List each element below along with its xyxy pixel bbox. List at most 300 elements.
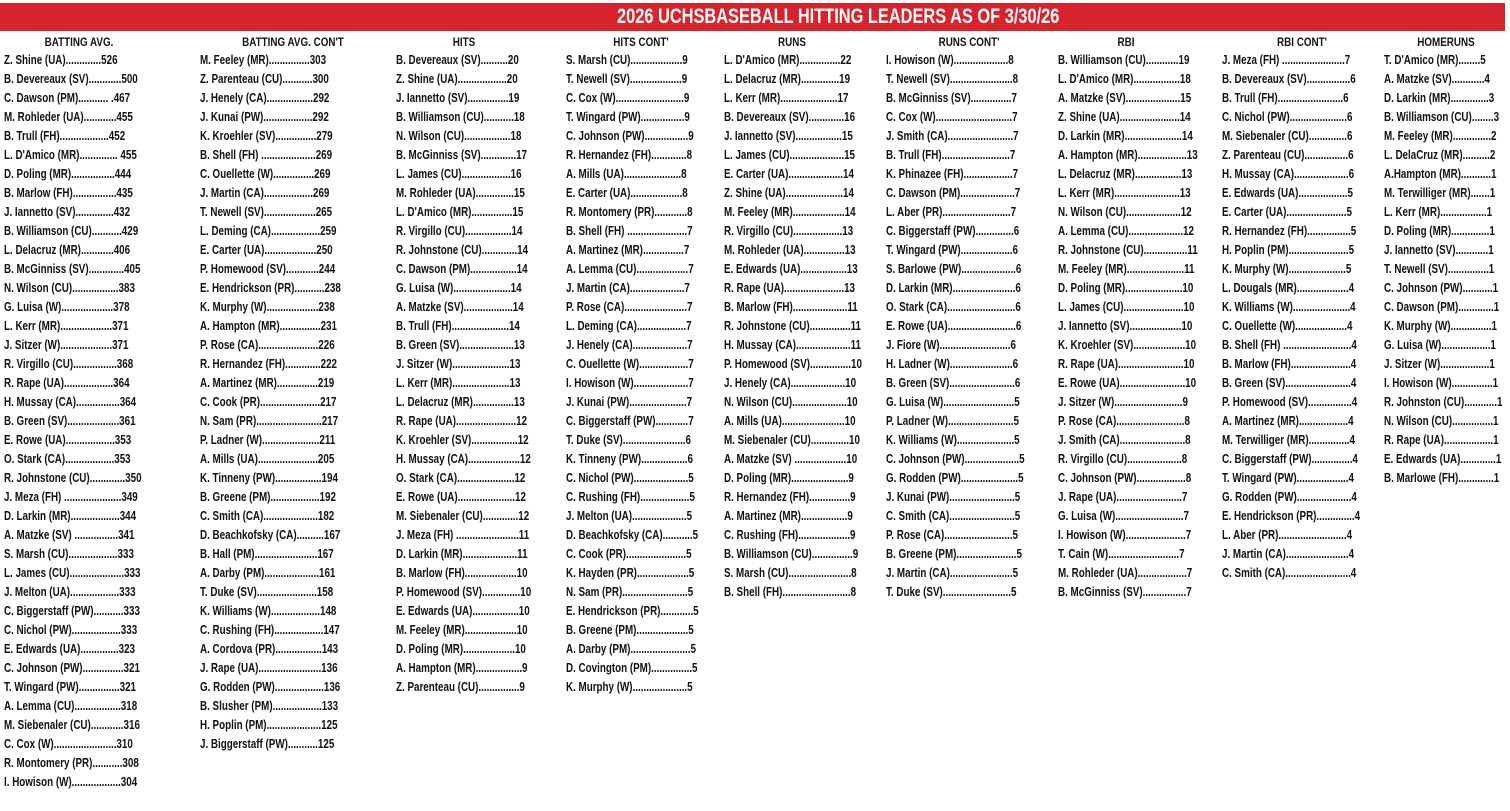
leader-entry: K. Tinneny (PW).................194	[200, 471, 338, 485]
leader-entry: A. Lemma (CU)...................7	[566, 262, 694, 276]
leader-entry: C. Biggerstaff (PW)...............4	[1222, 452, 1358, 466]
leader-entry: L. James (CU)....................333	[4, 566, 141, 580]
leader-entry: Z. Shine (UA).............526	[4, 53, 118, 67]
leader-entry: L. Kerr (MR)...................371	[4, 319, 129, 333]
leader-entry: L. Kerr (MR).....................13	[396, 376, 521, 390]
leader-entry: A. Hampton (MR)..................13	[1058, 148, 1198, 162]
column-title: HITS	[452, 35, 476, 49]
leader-entry: R. Johnstone (CU).............14	[396, 243, 529, 257]
leader-entry: C. Johnson (PW)..................8	[1058, 471, 1192, 485]
leader-entry: L. Delacruz (MR)...............13	[396, 395, 525, 409]
leader-entry: L. James (CU)....................15	[724, 148, 856, 162]
leader-entry: G. Luisa (W).........................7	[1058, 509, 1189, 523]
leader-entry: K. Kroehler (SV)...............279	[200, 129, 333, 143]
leader-entry: K. Hayden (PR)...................5	[566, 566, 695, 580]
leader-entry: D. Poling (MR)..............1	[1384, 224, 1495, 238]
leader-entry: C. Biggerstaff (PW)............7	[566, 414, 694, 428]
leader-entry: B. McGinniss (SV).............17	[396, 148, 528, 162]
leader-entry: J. Sitzer (W)..................1	[1384, 357, 1495, 371]
leader-entry: H. Poplin (PM)....................125	[200, 718, 338, 732]
leader-entry: I. Howison (W)......................7	[1058, 528, 1192, 542]
leader-entry: J. Melton (UA)....................5	[566, 509, 693, 523]
leader-entry: A. Martinez (MR).................9	[724, 509, 853, 523]
leader-entry: C. Dawson (PM)....................7	[886, 186, 1021, 200]
leader-entry: B. Greene (PM)...................5	[566, 623, 694, 637]
leader-entry: B. Greene (PM)......................5	[886, 547, 1022, 561]
leader-column	[1384, 34, 1508, 488]
leader-entry: J. Martin (CA).......................4	[1222, 547, 1355, 561]
leader-entry: T. Duke (SV).........................5	[886, 585, 1017, 599]
leader-entry: I. Howison (W)..................304	[4, 775, 138, 789]
leader-entry: L. James (CU)......................10	[1058, 300, 1195, 314]
leader-entry: L. Delacruz (MR)............406	[4, 243, 131, 257]
leader-entry: D. Larkin (MR)..................344	[4, 509, 137, 523]
leader-entry: B. Williamson (CU)...........429	[4, 224, 139, 238]
leader-entry: J. Kunai (PW)..................292	[200, 110, 329, 124]
leader-list	[886, 51, 1056, 602]
leader-entry: R. Johnston (CU)............1	[1384, 395, 1503, 409]
leader-entry: M. Siebenaler (CU).............12	[396, 509, 530, 523]
leader-entry: T. Newell (SV)...............1	[1384, 262, 1495, 276]
leader-entry: G. Rodden (PW)..................136	[200, 680, 341, 694]
leader-entry: P. Rose (CA).......................7	[566, 300, 693, 314]
leader-column	[200, 34, 386, 754]
leader-entry: B. Williamson (CU)........3	[1384, 110, 1500, 124]
leader-entry: A. Cordova (PR).................143	[200, 642, 339, 656]
leader-entry: A.Hampton (MR)...........1	[1384, 167, 1497, 181]
leader-entry: T. Newell (SV)...................9	[566, 72, 688, 86]
leader-entry: R. Virgillo (CU)..................13	[724, 224, 854, 238]
leader-entry: T. Duke (SV).......................6	[566, 433, 692, 447]
leader-entry: B. Devereaux (SV)................6	[1222, 72, 1356, 86]
leader-entry: A. Martinez (MR)..................4	[1222, 414, 1354, 428]
leader-entry: A. Hampton (MR).................9	[396, 661, 528, 675]
leader-entry: B. McGinniss (SV)...............7	[886, 91, 1018, 105]
leader-entry: M. Feeley (MR)...................10	[396, 623, 528, 637]
leader-entry: D. Larkin (MR).......................6	[886, 281, 1021, 295]
leader-entry: D. Poling (MR)...................10	[396, 642, 526, 656]
leader-entry: Z. Parenteau (CU)...............9	[396, 680, 525, 694]
leader-entry: K. Murphy (W)....................5	[566, 680, 693, 694]
leader-entry: M. Terwilliger (MR)...............4	[1222, 433, 1356, 447]
leader-entry: T. Newell (SV).......................8	[886, 72, 1019, 86]
column-title: RBI CONT'	[1277, 35, 1327, 49]
leader-entry: M. Terwilliger (MR).......1	[1384, 186, 1496, 200]
leader-entry: C. Nichol (PW)....................5	[566, 471, 694, 485]
leader-entry: J. Melton (UA)..................333	[4, 585, 136, 599]
leader-entry: P. Homewood (SV)..............10	[396, 585, 532, 599]
leader-entry: R. Hernandez (FH)................5	[1222, 224, 1357, 238]
leader-entry: E. Edwards (UA).................10	[396, 604, 530, 618]
leader-entry: B. Greene (PM)..................192	[200, 490, 336, 504]
leader-entry: B. Green (SV)...................361	[4, 414, 136, 428]
leader-entry: D. Larkin (MR)....................11	[396, 547, 528, 561]
leader-entry: T. D'Amico (MR)........5	[1384, 53, 1486, 67]
leader-entry: J. Smith (CA)........................8	[1058, 433, 1191, 447]
leader-entry: B. Devereaux (SV)............500	[4, 72, 138, 86]
leader-entry: P. Rose (CA).........................8	[1058, 414, 1190, 428]
leader-entry: C. Cox (W).........................9	[566, 91, 690, 105]
leader-entry: J. Iannetto (SV)...................10	[1058, 319, 1193, 333]
leader-entry: B. Marlow (FH)...................10	[396, 566, 528, 580]
leader-entry: D. Beachkofsky (CA)..........167	[200, 528, 341, 542]
leader-entry: J. Henely (CA)....................10	[724, 376, 857, 390]
leader-entry: J. Martin (CA)..................269	[200, 186, 330, 200]
leader-entry: B. Marlow (FH)......................4	[1222, 357, 1357, 371]
leader-entry: B. Trull (FH).........................7	[886, 148, 1016, 162]
leader-entry: J. Sitzer (W).........................9	[1058, 395, 1188, 409]
leader-entry: D. Covington (PM)...............5	[566, 661, 698, 675]
leader-entry: S. Barlowe (PW)....................6	[886, 262, 1022, 276]
leader-entry: R. Johnstone (CU)...............11	[724, 319, 861, 333]
leader-entry: M. Feeley (MR)...................14	[724, 205, 856, 219]
leader-entry: B. Shell (FH) ....................269	[200, 148, 333, 162]
leader-entry: R. Johnstone (CU).............350	[4, 471, 142, 485]
leader-entry: J. Meza (FH) .......................11	[396, 528, 530, 542]
leader-entry: R. Virgillo (CU)....................8	[1058, 452, 1188, 466]
leader-entry: A. Lemma (CU)....................12	[1058, 224, 1194, 238]
leader-list	[1058, 51, 1218, 602]
leader-entry: L. Kerr (MR)........................13	[1058, 186, 1191, 200]
leader-column	[724, 34, 884, 602]
leader-entry: L. Delacruz (MR).................13	[1058, 167, 1193, 181]
leader-entry: B. Green (SV)........................6	[886, 376, 1021, 390]
leader-entry: G. Luisa (W)...................378	[4, 300, 130, 314]
leader-entry: E. Edwards (UA)..............323	[4, 642, 136, 656]
column-title: HOMERUNS	[1417, 35, 1475, 49]
leader-entry: S. Marsh (CU)..................333	[4, 547, 134, 561]
leader-entry: B. Shell (FH) ......................7	[566, 224, 693, 238]
leader-entry: R. Rape (UA)..................364	[4, 376, 130, 390]
leader-entry: C. Smith (CA)........................5	[886, 509, 1021, 523]
leader-entry: J. Henely (CA).................292	[200, 91, 330, 105]
leader-entry: L. Dougals (MR)...................4	[1222, 281, 1355, 295]
leader-entry: K. Murphy (W)...................238	[200, 300, 335, 314]
leader-entry: K. Kroehler (SV).................12	[396, 433, 529, 447]
leader-entry: L. Aber (PR).........................4	[1222, 528, 1353, 542]
leader-entry: H. Mussay (CA)....................11	[724, 338, 862, 352]
leader-entry: C. Dawson (PM).............1	[1384, 300, 1500, 314]
leader-entry: M. Rohleder (UA)..............15	[396, 186, 525, 200]
leader-entry: J. Rape (UA)........................7	[1058, 490, 1188, 504]
leader-entry: P. Homewood (SV)................4	[1222, 395, 1358, 409]
leader-entry: D. Larkin (MR).....................14	[1058, 129, 1193, 143]
leader-entry: K. Murphy (W).....................5	[1222, 262, 1352, 276]
leader-entry: E. Rowe (UA).........................6	[886, 319, 1022, 333]
leader-entry: Z. Shine (UA)..................20	[396, 72, 518, 86]
leader-entry: J. Sitzer (W).....................13	[396, 357, 521, 371]
leader-entry: B. Williamson (CU)...........18	[396, 110, 525, 124]
leader-entry: J. Kunai (PW)........................5	[886, 490, 1021, 504]
leader-entry: L. Kerr (MR).....................17	[724, 91, 849, 105]
leader-entry: P. Homewood (SV)...............10	[724, 357, 862, 371]
leader-entry: J. Meza (FH) .....................349	[4, 490, 138, 504]
leader-entry: B. Marlow (FH)................435	[4, 186, 133, 200]
leader-entry: A. Matzke (SV) ................341	[4, 528, 135, 542]
leader-entry: M. Rohleder (UA)...............13	[724, 243, 856, 257]
leader-entry: C. Rushing (FH)...................9	[724, 528, 856, 542]
leader-entry: C. Smith (CA)........................4	[1222, 566, 1357, 580]
leader-entry: H. Ladner (W).......................6	[886, 357, 1019, 371]
leader-entry: P. Rose (CA)......................226	[200, 338, 335, 352]
leader-entry: C. Johnson (PW)................9	[566, 129, 694, 143]
leader-entry: P. Rose (CA).........................5	[886, 528, 1018, 542]
leader-entry: J. Martin (CA).......................5	[886, 566, 1019, 580]
leader-entry: J. Iannetto (SV)............1	[1384, 243, 1494, 257]
leader-entry: C. Cook (PR)......................217	[200, 395, 337, 409]
title-banner	[0, 3, 1505, 31]
leader-entry: A. Mills (UA).......................10	[724, 414, 856, 428]
leader-entry: B. McGinniss (SV)................7	[1058, 585, 1192, 599]
page-title: 2026 UCHSBASEBALL HITTING LEADERS AS OF 3/30/26	[617, 5, 1060, 28]
leader-entry: T. Newell (SV)...................265	[200, 205, 333, 219]
column-title: BATTING AVG.	[44, 35, 114, 49]
leader-entry: C. Johnson (PW)...............321	[4, 661, 140, 675]
leader-entry: M. Feeley (MR).....................11	[1058, 262, 1195, 276]
leader-entry: L. Delacruz (MR)..............19	[724, 72, 851, 86]
leader-entry: D. Poling (MR).....................9	[724, 471, 854, 485]
leader-entry: L. Kerr (MR).................1	[1384, 205, 1493, 219]
leader-entry: B. Trull (FH).....................14	[396, 319, 520, 333]
leader-entry: J. Kunai (PW).....................7	[566, 395, 693, 409]
leader-entry: P. Homewood (SV)............244	[200, 262, 336, 276]
leader-entry: I. Howison (W)....................8	[886, 53, 1014, 67]
leader-entry: R. Rape (UA)..................1	[1384, 433, 1499, 447]
leader-entry: E. Edwards (UA).............1	[1384, 452, 1502, 466]
leader-entry: A. Mills (UA).....................8	[566, 167, 687, 181]
leader-entry: L. Aber (PR).........................7	[886, 205, 1017, 219]
leader-entry: E. Rowe (UA)..................353	[4, 433, 132, 447]
leader-entry: R. Johnstone (CU)................11	[1058, 243, 1198, 257]
leader-entry: C. Nichol (PW)..................333	[4, 623, 138, 637]
leader-entry: R. Montomery (PR)...........308	[4, 756, 139, 770]
leader-entry: T. Wingard (PW)...............321	[4, 680, 137, 694]
leader-entry: C. Smith (CA)....................182	[200, 509, 335, 523]
leader-entry: B. Trull (FH)........................6	[1222, 91, 1349, 105]
leader-entry: N. Wilson (CU)....................10	[724, 395, 858, 409]
leader-entry: J. Iannetto (SV).................15	[724, 129, 853, 143]
leader-list	[200, 51, 386, 754]
leader-entry: R. Hernandez (FH).............8	[566, 148, 693, 162]
leader-entry: R. Rape (UA)......................12	[396, 414, 528, 428]
leader-entry: Z. Parenteau (CU)................6	[1222, 148, 1354, 162]
leader-entry: C. Dawson (PM)........... .467	[4, 91, 131, 105]
leader-entry: P. Ladner (W)........................5	[886, 414, 1020, 428]
leader-entry: C. Dawson (PM).................14	[396, 262, 528, 276]
leader-entry: M. Siebenaler (CU)..............6	[1222, 129, 1353, 143]
leader-entry: I. Howison (W)....................7	[566, 376, 694, 390]
leader-entry: E. Hendrickson (PR)............5	[566, 604, 699, 618]
leader-entry: J. Rape (UA).......................136	[200, 661, 338, 675]
leader-entry: N. Sam (PR)........................217	[200, 414, 339, 428]
leader-entry: E. Rowe (UA)........................10	[1058, 376, 1197, 390]
leader-entry: M. Siebenaler (CU)............316	[4, 718, 140, 732]
leader-entry: D. Larkin (MR)..............3	[1384, 91, 1495, 105]
leader-entry: Z. Shine (UA)......................14	[1058, 110, 1191, 124]
leader-entry: A. Mills (UA)......................205	[200, 452, 335, 466]
leader-entry: L. Deming (CA)..................259	[200, 224, 337, 238]
leader-entry: T. Wingard (PW)...................6	[886, 243, 1018, 257]
leader-entry: N. Wilson (CU)....................12	[1058, 205, 1192, 219]
leader-entry: C. Ouellette (W)...............269	[200, 167, 331, 181]
leader-entry: H. Poplin (PM)......................5	[1222, 243, 1355, 257]
leader-entry: T. Cain (W)..........................7	[1058, 547, 1185, 561]
leader-entry: D. Poling (MR).....................10	[1058, 281, 1194, 295]
leader-entry: L. D'Amico (MR)...............22	[724, 53, 852, 67]
leader-entry: D. Poling (MR)................444	[4, 167, 132, 181]
leader-entry: A. Darby (PM)....................161	[200, 566, 336, 580]
leader-entry: C. Ouellette (W)...................4	[1222, 319, 1353, 333]
leader-entry: J. Henely (CA)....................7	[566, 338, 693, 352]
leader-entry: E. Edwards (UA)..................5	[1222, 186, 1354, 200]
leader-list	[724, 51, 884, 602]
leader-entry: C. Cox (W).......................310	[4, 737, 133, 751]
leader-list	[396, 51, 562, 697]
leader-entry: M. Rohleder (UA)............455	[4, 110, 133, 124]
leader-entry: C. Johnson (PW)....................5	[886, 452, 1025, 466]
leader-entry: E. Carter (UA)...................250	[200, 243, 333, 257]
leader-column	[1222, 34, 1382, 583]
leader-entry: N. Wilson (CU).................18	[396, 129, 522, 143]
leader-entry: B. Williamson (CU)............19	[1058, 53, 1190, 67]
leader-entry: E. Carter (UA)......................5	[1222, 205, 1352, 219]
leader-entry: E. Rowe (UA).....................12	[396, 490, 526, 504]
leader-entry: B. McGinniss (SV).............405	[4, 262, 141, 276]
leader-entry: B. Shell (FH) .........................4	[1222, 338, 1357, 352]
leader-entry: O. Stark (CA)..................353	[4, 452, 131, 466]
leader-entry: L. James (CU)..................16	[396, 167, 522, 181]
leader-entry: K. Tinneny (PW).................6	[566, 452, 693, 466]
leader-entry: C. Cox (W)............................7	[886, 110, 1018, 124]
leader-entry: P. Ladner (W).....................211	[200, 433, 336, 447]
leader-entry: C. Rushing (FH)..................5	[566, 490, 695, 504]
leader-entry: J. Smith (CA)........................7	[886, 129, 1019, 143]
leader-entry: B. Trull (FH)..................452	[4, 129, 126, 143]
leader-entry: O. Stark (CA).........................6	[886, 300, 1021, 314]
leader-entry: M. Feeley (MR)..............2	[1384, 129, 1497, 143]
leader-entry: A. Matzke (SV)..................14	[396, 300, 524, 314]
leader-entry: R. Hernandez (FH).............222	[200, 357, 338, 371]
leader-entry: K. Williams (W).....................4	[1222, 300, 1356, 314]
leader-entry: B. Devereaux (SV)..........20	[396, 53, 519, 67]
column-title: BATTING AVG. CON'T	[242, 35, 344, 49]
leader-entry: R. Rape (UA)......................13	[724, 281, 856, 295]
leader-entry: M. Siebenaler (CU)..............10	[724, 433, 860, 447]
leader-list	[566, 51, 716, 697]
leader-entry: E. Carter (UA)...................8	[566, 186, 688, 200]
leader-entry: G. Luisa (W).....................14	[396, 281, 522, 295]
leader-entry: C. Ouellette (W)..................7	[566, 357, 694, 371]
leader-entry: S. Marsh (CU).......................8	[724, 566, 857, 580]
leader-column	[886, 34, 1056, 602]
leader-entry: A. Matzke (SV) ...................10	[724, 452, 858, 466]
leader-entry: R. Virgillo (CU)................368	[4, 357, 134, 371]
leader-entry: C. Rushing (FH)..................147	[200, 623, 340, 637]
leader-entry: A. Matzke (SV)....................15	[1058, 91, 1192, 105]
leader-entry: A. Matzke (SV)............4	[1384, 72, 1490, 86]
leader-entry: B. Slusher (PM)..................133	[200, 699, 339, 713]
leader-entry: R. Virgillo (CU).................14	[396, 224, 523, 238]
leader-entry: B. Green (SV)........................4	[1222, 376, 1357, 390]
leader-entry: N. Sam (PR)........................5	[566, 585, 694, 599]
column-title: RUNS CONT'	[938, 35, 1000, 49]
leader-entry: C. Biggerstaff (PW)..............6	[886, 224, 1020, 238]
leader-column	[4, 34, 190, 792]
leader-entry: A. Hampton (MR)...............231	[200, 319, 337, 333]
leader-entry: Z. Parenteau (CU)...........300	[200, 72, 329, 86]
leader-entry: B. Williamson (CU)...............9	[724, 547, 859, 561]
leader-entry: H. Mussay (CA)....................6	[1222, 167, 1355, 181]
leader-entry: B. Shell (FH).........................8	[724, 585, 857, 599]
leader-entry: K. Phinazee (FH)..................7	[886, 167, 1019, 181]
leader-entry: M. Rohleder (UA)..................7	[1058, 566, 1193, 580]
leader-entry: E. Carter (UA)....................14	[724, 167, 854, 181]
leader-entry: E. Hendrickson (PR)..............4	[1222, 509, 1361, 523]
leader-entry: L. Deming (CA)..................7	[566, 319, 692, 333]
leader-entry: C. Nichol (PW).....................6	[1222, 110, 1353, 124]
leader-entry: L. D'Amico (MR)...............15	[396, 205, 524, 219]
leader-entry: N. Wilson (CU)...............1	[1384, 414, 1499, 428]
leader-entry: T. Duke (SV)......................158	[200, 585, 334, 599]
leader-entry: H. Mussay (CA)................364	[4, 395, 137, 409]
leader-entry: J. Fiore (W)..........................6	[886, 338, 1016, 352]
leader-entry: B. Green (SV)....................13	[396, 338, 525, 352]
leader-entry: R. Rape (UA)........................10	[1058, 357, 1195, 371]
leader-entry: S. Marsh (CU)...................9	[566, 53, 688, 67]
leader-column	[1058, 34, 1218, 602]
leader-entry: L. D'Amico (MR).................18	[1058, 72, 1191, 86]
leader-entry: B. Marlow (FH)....................11	[724, 300, 858, 314]
leader-entry: O. Stark (CA).....................12	[396, 471, 526, 485]
leader-entry: B. Hall (PM).......................167	[200, 547, 334, 561]
leader-entry: C. Johnson (PW)...........1	[1384, 281, 1499, 295]
leader-entry: G. Rodden (PW)....................4	[1222, 490, 1357, 504]
leader-entry: N. Wilson (CU).................383	[4, 281, 135, 295]
leader-entry: L. D'Amico (MR).............. 455	[4, 148, 137, 162]
leader-entry: R. Montomery (PR)............8	[566, 205, 693, 219]
leader-entry: E. Edwards (UA).................13	[724, 262, 858, 276]
leader-entry: A. Darby (PM)......................5	[566, 642, 696, 656]
leader-entry: M. Feeley (MR)...............303	[200, 53, 327, 67]
leader-column	[566, 34, 716, 697]
leader-entry: G. Rodden (PW).....................5	[886, 471, 1024, 485]
leader-entry: J. Meza (FH) .......................7	[1222, 53, 1351, 67]
leader-entry: L. DelaCruz (MR)..........2	[1384, 148, 1496, 162]
leader-entry: D. Beachkofsky (CA)...........5	[566, 528, 699, 542]
leader-entry: A. Lemma (CU).................318	[4, 699, 138, 713]
leader-list	[1384, 51, 1508, 488]
leader-entry: G. Luisa (W)..........................5	[886, 395, 1020, 409]
leader-entry: J. Iannetto (SV)...............19	[396, 91, 520, 105]
leader-entry: T. Wingard (PW)...................4	[1222, 471, 1354, 485]
leader-entry: A. Martinez (MR)...............7	[566, 243, 690, 257]
leader-entry: C. Biggerstaff (PW)...........333	[4, 604, 140, 618]
leader-entry: H. Mussay (CA)...................12	[396, 452, 531, 466]
leader-list	[4, 51, 190, 792]
leader-entry: E. Hendrickson (PR)...........238	[200, 281, 341, 295]
leader-entry: K. Kroehler (SV)...................10	[1058, 338, 1197, 352]
leader-entry: C. Cook (PR)......................5	[566, 547, 692, 561]
leader-entry: J. Martin (CA)....................7	[566, 281, 690, 295]
leader-entry: Z. Shine (UA).....................14	[724, 186, 854, 200]
column-title: RUNS	[778, 35, 806, 49]
leader-entry: T. Wingard (PW)................9	[566, 110, 690, 124]
leader-entry: K. Williams (W)..................148	[200, 604, 337, 618]
leader-list	[1222, 51, 1382, 583]
leader-entry: K. Williams (W).....................5	[886, 433, 1020, 447]
leader-entry: J. Biggerstaff (PW)...........125	[200, 737, 335, 751]
column-title: RBI	[1117, 35, 1135, 49]
